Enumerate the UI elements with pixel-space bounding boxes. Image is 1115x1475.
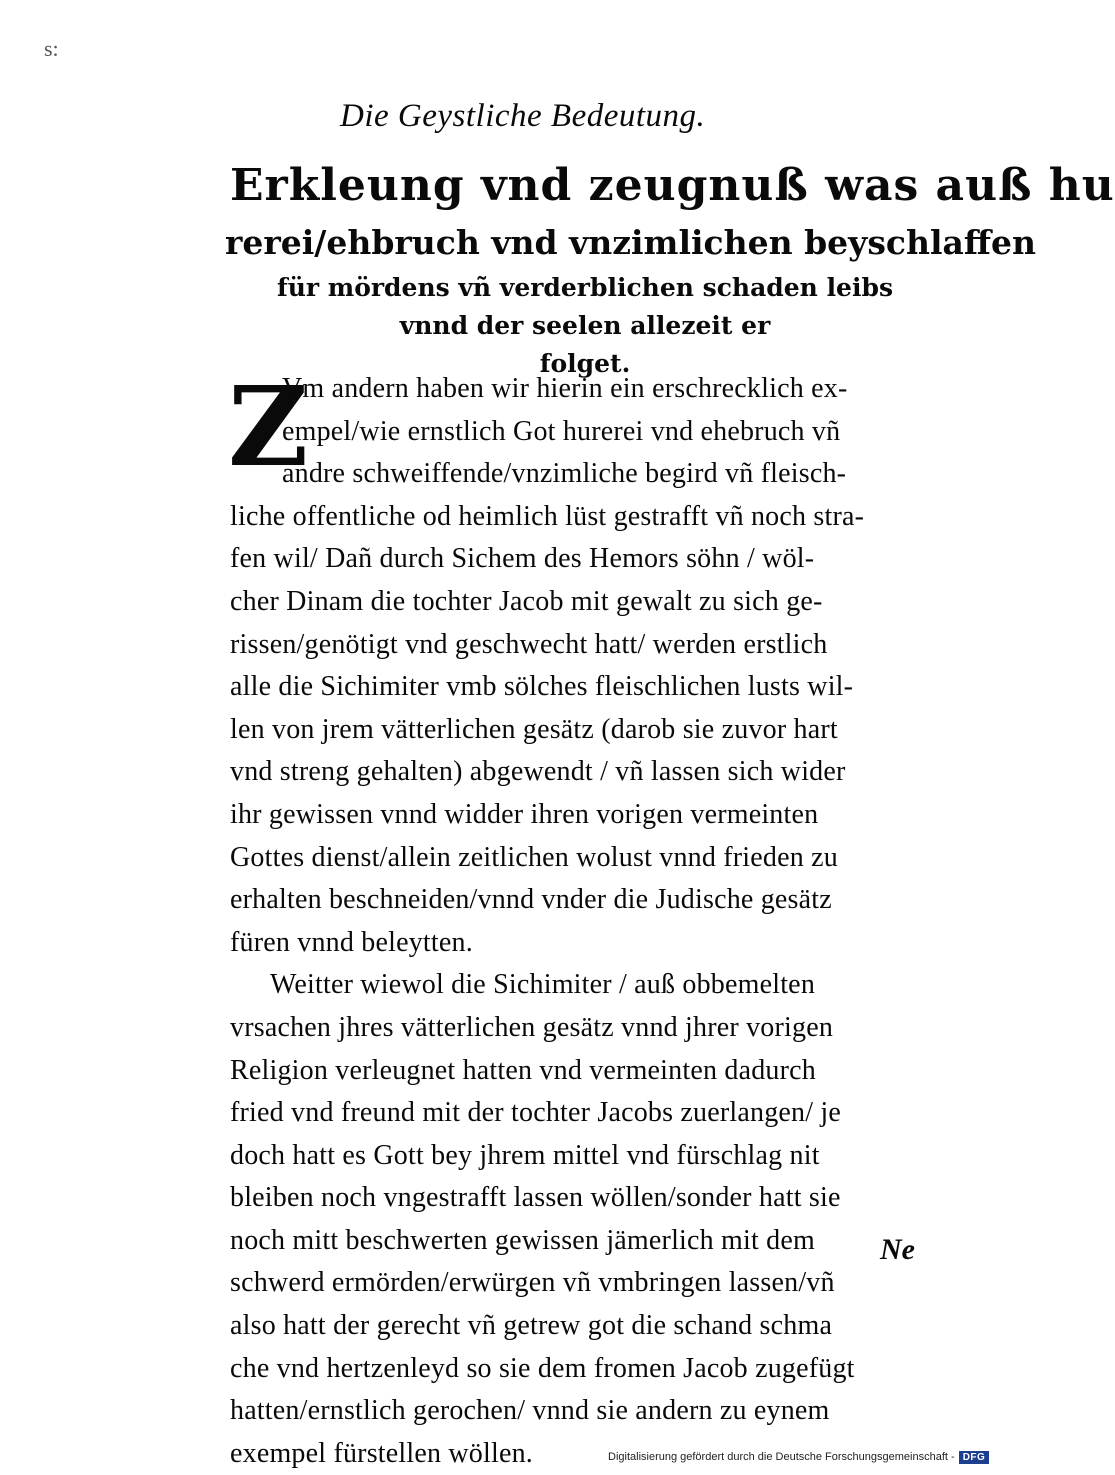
text-line: füren vnnd beleytten.	[230, 926, 473, 958]
text-line: rissen/genötigt vnd geschwecht hatt/ werden erstlich	[230, 628, 828, 660]
text-line: vrsachen jhres vätterlichen gesätz vnnd jhrer vorigen	[230, 1011, 834, 1043]
text-line: alle die Sichimiter vmb sölches fleischlichen lusts wil-	[230, 671, 854, 703]
title-line: Erkleung vnd zeugnuß was auß hu	[230, 160, 1115, 211]
text-line: bleiben noch vngestrafft lassen wöllen/sonder hatt sie	[230, 1182, 841, 1214]
corner-mark: s:	[44, 36, 59, 61]
text-line: liche offentliche od heimlich lüst gestrafft vñ noch stra-	[230, 500, 865, 532]
text-line: hatten/ernstlich gerochen/ vnnd sie andern zu eynem	[230, 1395, 830, 1427]
chapter-title	[225, 155, 1115, 383]
text-line: andre schweiffende/vnzimliche begird vñ fleisch-	[282, 458, 847, 490]
dfg-logo-icon: DFG	[959, 1451, 990, 1464]
text-line: Vm andern haben wir hierin ein erschrecklich ex-	[282, 373, 848, 404]
title-line: vnnd der seelen allezeit er	[399, 311, 771, 340]
footer-credit-text: Digitalisierung gefördert durch die Deutsche Forschungsgemeinschaft -	[608, 1451, 955, 1463]
text-line: doch hatt es Gott bey jhrem mittel vnd fürschlag nit	[230, 1139, 820, 1171]
text-line: len von jrem vätterlichen gesätz (darob sie zuvor hart	[230, 713, 838, 745]
text-line: vnd streng gehalten) abgewendt / vñ lassen sich wider	[230, 756, 846, 788]
catchword: Ne	[880, 1233, 915, 1266]
text-line: Weitter wiewol die Sichimiter / auß obbemelten	[270, 969, 816, 1001]
text-line: Gottes dienst/allein zeitlichen wolust vnnd frieden zu	[230, 841, 838, 873]
text-line: schwerd ermörden/erwürgen vñ vmbringen lassen/vñ	[230, 1267, 835, 1299]
drop-cap-initial: Z	[228, 362, 309, 491]
title-line: folget.	[539, 349, 631, 378]
digitization-footer	[608, 1446, 989, 1468]
text-line: fried vnd freund mit der tochter Jacobs zuerlangen/ je	[230, 1097, 842, 1129]
text-line: empel/wie ernstlich Got hurerei vnd ehebruch vñ	[282, 415, 841, 447]
text-line: fen wil/ Dañ durch Sichem des Hemors söhn / wöl-	[230, 543, 815, 575]
title-line: rerei/ehbruch vnd vnzimlichen beyschlaffen	[225, 223, 1036, 262]
text-line: ihr gewissen vnnd widder ihren vorigen vermeinten	[230, 798, 819, 830]
text-line: Religion verleugnet hatten vnd vermeinten dadurch	[230, 1054, 816, 1086]
text-line: cher Dinam die tochter Jacob mit gewalt zu sich ge-	[230, 585, 823, 617]
running-header: Die Geystliche Bedeutung.	[340, 98, 706, 134]
text-line: erhalten beschneiden/vnnd vnder die Judische gesätz	[230, 884, 832, 916]
text-line: noch mitt beschwerten gewissen jämerlich mit dem	[230, 1224, 815, 1256]
text-line: che vnd hertzenleyd so sie dem fromen Jacob zugefügt	[230, 1352, 855, 1384]
title-line: für mördens vñ verderblichen schaden leibs	[276, 273, 894, 302]
text-line: exempel fürstellen wöllen.	[230, 1437, 533, 1469]
text-line: also hatt der gerecht vñ getrew got die schand schma	[230, 1310, 833, 1342]
